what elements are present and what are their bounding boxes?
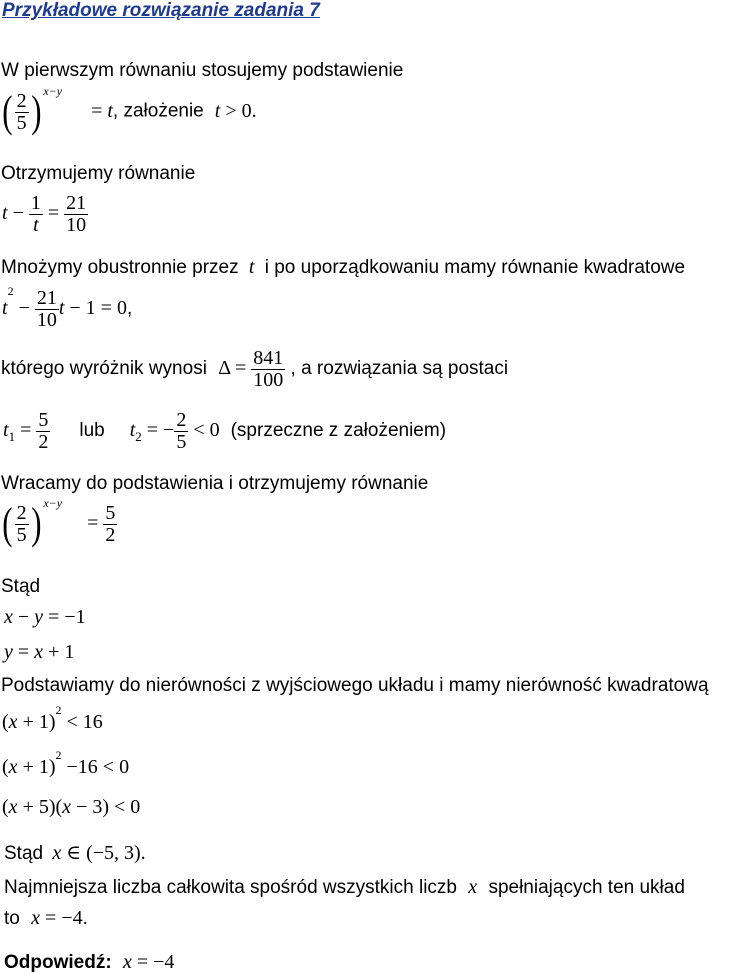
text-discriminant: którego wyróżnik wynosi Δ = $\frac{841}{100}$ , a rozwiązania są postaci bbox=[1, 347, 509, 391]
text-discriminant-a: którego wyróżnik wynosi bbox=[1, 358, 207, 380]
text-hence-1: Stąd bbox=[1, 576, 41, 597]
answer-line: Odpowiedź: x = −4 bbox=[4, 951, 175, 973]
text-or: lub bbox=[79, 420, 105, 442]
text-multiply-b: i po uporządkowaniu mamy równanie kwadratowe bbox=[264, 257, 686, 278]
text-to: to bbox=[4, 908, 20, 929]
text-multiply: Mnożymy obustronnie przez t i po uporządkowaniu mamy równanie kwadratowe bbox=[1, 256, 686, 278]
text-assumption: , założenie bbox=[112, 100, 204, 122]
equation-substitution: ( $\frac{2}{5}$ ) $^{x-y}$ = t, założenie t > 0. bbox=[2, 84, 257, 136]
equation-quadratic-t: $t^2$ − $\frac{21}{10}$ t − 1 = 0, bbox=[2, 284, 133, 331]
page-title: Przykładowe rozwiązanie zadania 7 bbox=[2, 0, 320, 21]
text-smallest-b: spełniających ten układ bbox=[488, 877, 685, 898]
text-hence-2: Stąd bbox=[4, 843, 44, 864]
equation-exponential: ( $\frac{2}{5}$ ) $^{x-y}$ = $\frac{5}{2}$ bbox=[2, 496, 116, 548]
inequality-2: $(x + 1)^2 -16 < 0$ bbox=[2, 748, 130, 778]
text-smallest-a: Najmniejsza liczba całkowita spośród wszystkich liczb bbox=[4, 877, 457, 898]
text-substitution-intro: W pierwszym równaniu stosujemy podstawienie bbox=[1, 60, 404, 81]
equation-t-minus-inverse: t − $\frac{1}{t}$ = $\frac{21}{10}$ bbox=[2, 192, 87, 236]
text-contradiction: (sprzeczne z założeniem) bbox=[230, 420, 447, 442]
inequality-3: (x + 5)(x − 3) < 0 bbox=[2, 796, 141, 818]
equation-roots: $t_1$ = $\frac{5}{2}$ lub $t_2$ = − $\frac{2}{5}$ < 0 (sprzeczne z założeniem) bbox=[3, 409, 447, 453]
text-multiply-a: Mnożymy obustronnie przez bbox=[1, 257, 239, 278]
equation-y-equals: y = x + 1 bbox=[4, 641, 75, 663]
text-return-substitution: Wracamy do podstawienia i otrzymujemy równanie bbox=[1, 473, 429, 494]
inequality-1: $(x + 1)^2 < 16$ bbox=[2, 703, 103, 733]
text-we-get-equation: Otrzymujemy równanie bbox=[1, 163, 196, 184]
text-hence-interval: Stąd x ∈ (−5, 3). bbox=[4, 842, 146, 864]
text-discriminant-b: , a rozwiązania są postaci bbox=[290, 358, 509, 380]
answer-label: Odpowiedź: bbox=[4, 952, 112, 973]
text-smallest-integer: Najmniejsza liczba całkowita spośród wszystkich liczb x spełniających ten układ bbox=[4, 876, 685, 898]
text-substitute-inequality: Podstawiamy do nierówności z wyjściowego układu i mamy nierówność kwadratową bbox=[1, 675, 709, 696]
text-to-result: to x = −4. bbox=[4, 907, 88, 929]
equation-x-minus-y: x − y = −1 bbox=[4, 606, 86, 628]
